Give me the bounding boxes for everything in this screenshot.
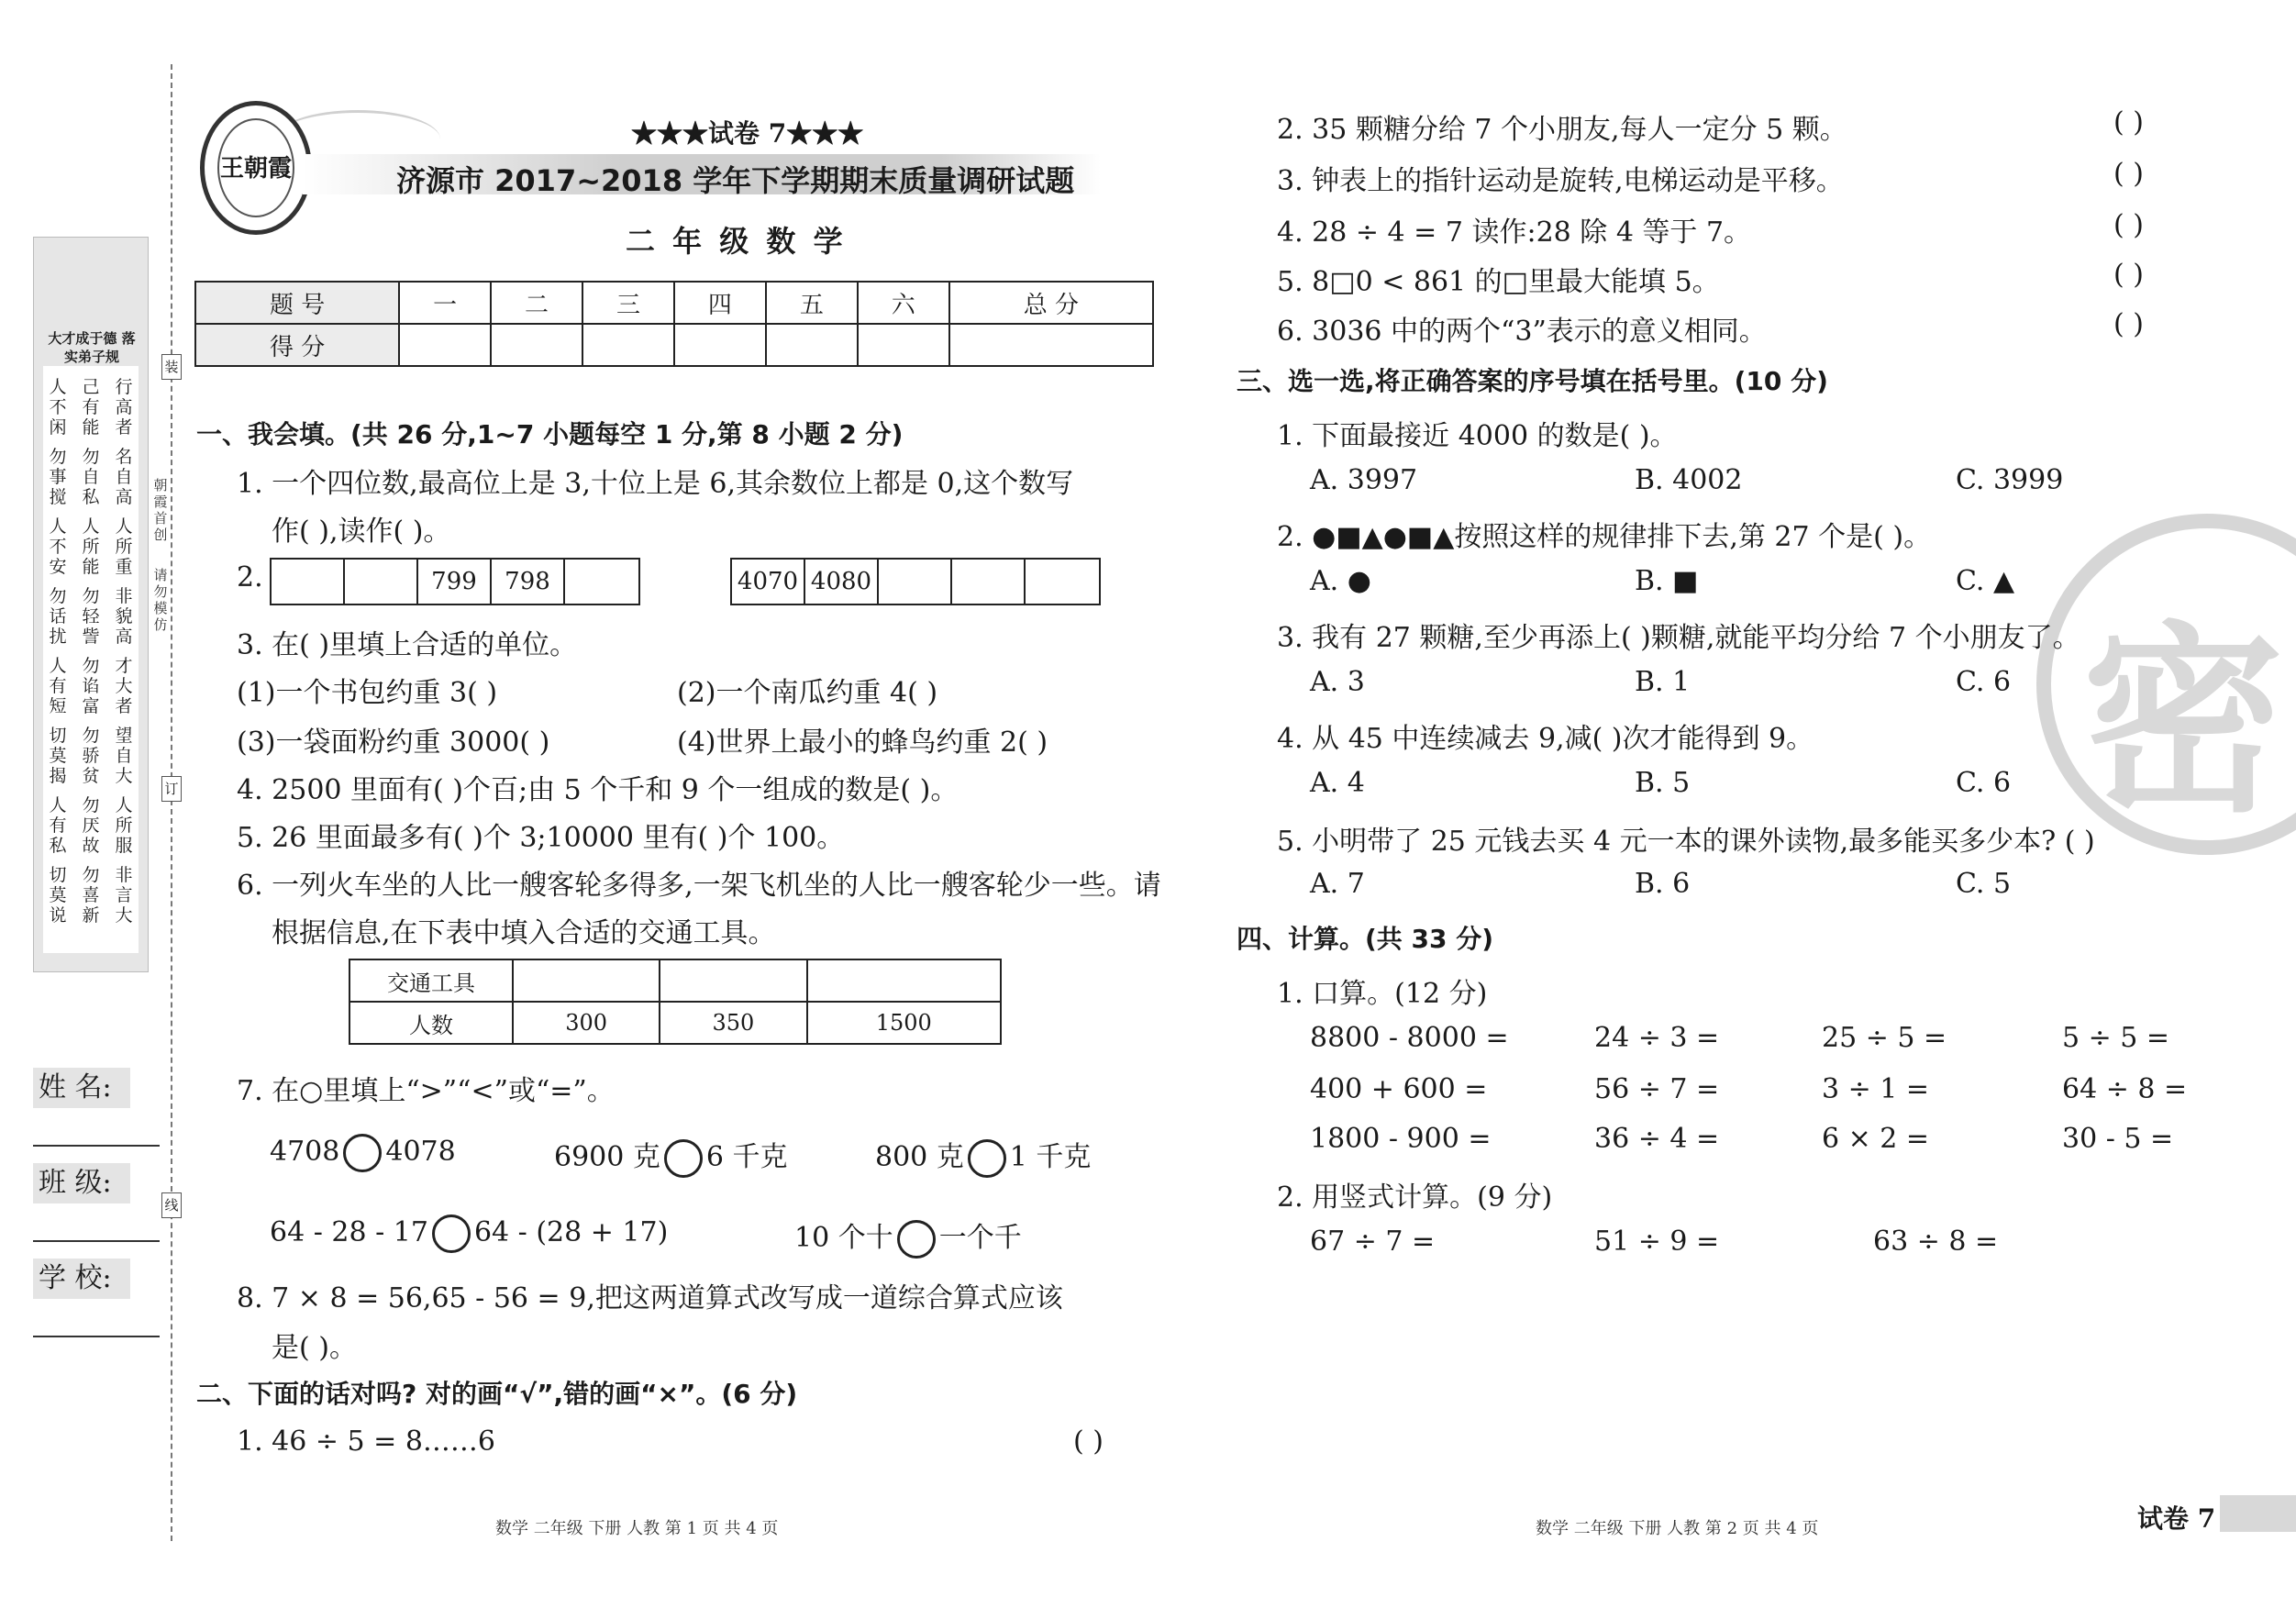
vertical-calc-item: 51 ÷ 9 = xyxy=(1594,1225,1720,1258)
q4-text: 4. 2500 里面有( )个百;由 5 个千和 9 个一组成的数是( )。 xyxy=(237,774,959,806)
q2-number-row-1 xyxy=(270,558,640,605)
binding-dash-line xyxy=(171,64,172,1541)
oral-item: 25 ÷ 5 = xyxy=(1822,1022,1947,1054)
mc-q5: 5. 小明带了 25 元钱去买 4 元一本的课外读物,最多能买多少本? ( ) xyxy=(1277,826,2095,858)
score-header-cell: 六 xyxy=(858,282,949,324)
mc-q2-option-b[interactable]: B. ■ xyxy=(1635,565,1699,597)
people-label: 人数 xyxy=(349,1002,513,1044)
people-value: 300 xyxy=(513,1002,660,1044)
oral-item: 36 ÷ 4 = xyxy=(1594,1123,1720,1155)
score-header-cell: 总 分 xyxy=(949,282,1153,324)
q3-item-1: (1)一个书包约重 3( ) xyxy=(237,677,498,709)
tf-answer-2[interactable]: ( ) xyxy=(2113,106,2144,139)
score-cell[interactable] xyxy=(582,324,674,366)
motto-column-1: 人不闲 勿事搅 人不安 勿话扰 人有短 切莫揭 人有私 切莫说 xyxy=(49,377,67,926)
q2-cell[interactable] xyxy=(952,560,1026,604)
q6-line-1: 6. 一列火车坐的人比一艘客轮多得多,一架飞机坐的人比一艘客轮少一些。请 xyxy=(237,870,1161,902)
footer-page-1: 数学 二年级 下册 人教 第 1 页 共 4 页 xyxy=(495,1519,779,1538)
oral-calc-title: 1. 口算。(12 分) xyxy=(1277,978,1488,1010)
vertical-calc-item: 67 ÷ 7 = xyxy=(1310,1225,1436,1258)
exam-title: 济源市 2017~2018 学年下学期期末质量调研试题 xyxy=(396,163,1075,198)
oral-item: 8800 - 8000 = xyxy=(1310,1022,1509,1054)
tf-answer-1[interactable]: ( ) xyxy=(1073,1425,1104,1458)
vertical-calc-title: 2. 用竖式计算。(9 分) xyxy=(1277,1181,1553,1214)
q2-cell: 4080 xyxy=(805,560,879,604)
score-header-cell: 五 xyxy=(766,282,858,324)
transport-label: 交通工具 xyxy=(349,959,513,1002)
vertical-calc-item: 63 ÷ 8 = xyxy=(1873,1225,1999,1258)
compare-circle[interactable] xyxy=(968,1139,1006,1178)
mc-q3-option-b[interactable]: B. 1 xyxy=(1635,666,1691,698)
mc-q5-option-c[interactable]: C. 5 xyxy=(1956,868,2012,900)
q2-cell[interactable] xyxy=(345,560,418,604)
q2-label: 2. xyxy=(237,561,263,593)
section-4-title: 四、计算。(共 33 分) xyxy=(1237,924,1494,954)
mc-q1-option-b[interactable]: B. 4002 xyxy=(1635,464,1743,496)
q3-item-2: (2)一个南瓜约重 4( ) xyxy=(677,677,938,709)
q3-item-4: (4)世界上最小的蜂鸟约重 2( ) xyxy=(677,726,1048,759)
q8-line-2: 是( )。 xyxy=(272,1332,357,1364)
score-cell[interactable] xyxy=(766,324,858,366)
q5-text: 5. 26 里面最多有( )个 3;10000 里有( )个 100。 xyxy=(237,822,845,854)
mc-q1-option-c[interactable]: C. 3999 xyxy=(1956,464,2064,496)
q2-cell[interactable] xyxy=(565,560,638,604)
school-label: 学 校: xyxy=(33,1259,130,1299)
name-label: 姓 名: xyxy=(33,1068,130,1108)
score-row-label: 得 分 xyxy=(195,324,399,366)
mc-q5-option-a[interactable]: A. 7 xyxy=(1310,868,1365,900)
vertical-note-1: 朝霞首创 xyxy=(153,477,168,543)
tf-item-2: 2. 35 颗糖分给 7 个小朋友,每人一定分 5 颗。 xyxy=(1277,114,1847,146)
mc-q2: 2. ●■▲●■▲按照这样的规律排下去,第 27 个是( )。 xyxy=(1277,521,1932,553)
seal-mark-xian: 线 xyxy=(161,1192,182,1218)
mc-q1-option-a[interactable]: A. 3997 xyxy=(1310,464,1418,496)
motto-columns xyxy=(43,366,139,953)
score-header-cell: 三 xyxy=(582,282,674,324)
mc-q4-option-b[interactable]: B. 5 xyxy=(1635,767,1691,799)
oral-item: 5 ÷ 5 = xyxy=(2062,1022,2170,1054)
tf-item-6: 6. 3036 中的两个“3”表示的意义相同。 xyxy=(1277,316,1767,348)
oral-item: 1800 - 900 = xyxy=(1310,1123,1492,1155)
oral-item: 24 ÷ 3 = xyxy=(1594,1022,1720,1054)
tf-item-1: 1. 46 ÷ 5 = 8……6 xyxy=(237,1425,496,1458)
mc-q1: 1. 下面最接近 4000 的数是( )。 xyxy=(1277,420,1678,452)
class-field[interactable] xyxy=(33,1240,160,1242)
section-1-title: 一、我会填。(共 26 分,1~7 小题每空 1 分,第 8 小题 2 分) xyxy=(196,419,904,449)
compare-circle[interactable] xyxy=(343,1134,382,1172)
score-cell[interactable] xyxy=(674,324,766,366)
section-3-title: 三、选一选,将正确答案的序号填在括号里。(10 分) xyxy=(1237,366,1828,396)
people-value: 350 xyxy=(660,1002,806,1044)
oral-item: 6 × 2 = xyxy=(1822,1123,1930,1155)
q7-text: 7. 在○里填上“>”“<”或“=”。 xyxy=(237,1075,615,1107)
corner-paper-tag: 试卷 7 xyxy=(2137,1503,2216,1534)
q2-cell[interactable] xyxy=(1026,560,1099,604)
mc-q3-option-c[interactable]: C. 6 xyxy=(1956,666,2012,698)
score-header-cell: 二 xyxy=(491,282,582,324)
transport-answer-cell[interactable] xyxy=(660,959,806,1002)
mc-q3-option-a[interactable]: A. 3 xyxy=(1310,666,1365,698)
q2-number-row-2 xyxy=(730,558,1101,605)
q3-item-3: (3)一袋面粉约重 3000( ) xyxy=(237,726,550,759)
tf-answer-5[interactable]: ( ) xyxy=(2113,259,2144,291)
mc-q3: 3. 我有 27 颗糖,至少再添上( )颗糖,就能平均分给 7 个小朋友了。 xyxy=(1277,622,2080,654)
transport-table xyxy=(349,959,1002,1045)
mc-q4-option-c[interactable]: C. 6 xyxy=(1956,767,2012,799)
compare-circle[interactable] xyxy=(897,1220,936,1259)
vertical-note-2: 请勿模仿 xyxy=(153,567,168,633)
score-header-cell: 四 xyxy=(674,282,766,324)
oral-item: 400 + 600 = xyxy=(1310,1073,1488,1105)
tf-item-3: 3. 钟表上的指针运动是旋转,电梯运动是平移。 xyxy=(1277,165,1844,197)
tf-answer-3[interactable]: ( ) xyxy=(2113,158,2144,190)
q2-cell[interactable] xyxy=(272,560,345,604)
logo-text: 王朝霞 xyxy=(219,155,292,183)
mc-q2-option-a[interactable]: A. ● xyxy=(1310,565,1371,597)
footer-page-2: 数学 二年级 下册 人教 第 2 页 共 4 页 xyxy=(1536,1519,1819,1538)
section-2-title: 二、下面的话对吗? 对的画“√”,错的画“×”。(6 分) xyxy=(196,1379,798,1409)
transport-answer-cell[interactable] xyxy=(513,959,660,1002)
q8-line-1: 8. 7 × 8 = 56,65 - 56 = 9,把这两道算式改写成一道综合算式应该 xyxy=(237,1282,1063,1314)
secret-seal-character: 密 xyxy=(2082,602,2285,839)
motto-panel xyxy=(33,237,149,972)
compare-circle[interactable] xyxy=(432,1214,471,1253)
score-header-cell: 一 xyxy=(399,282,491,324)
score-cell[interactable] xyxy=(399,324,491,366)
tf-answer-6[interactable]: ( ) xyxy=(2113,308,2144,340)
people-value: 1500 xyxy=(807,1002,1001,1044)
motto-column-2: 己有能 勿自私 人所能 勿轻訾 勿谄富 勿骄贫 勿厌故 勿喜新 xyxy=(82,377,100,926)
mc-q5-option-b[interactable]: B. 6 xyxy=(1635,868,1691,900)
oral-item: 64 ÷ 8 = xyxy=(2062,1073,2188,1105)
seal-mark-ding: 订 xyxy=(161,776,182,802)
oral-item: 56 ÷ 7 = xyxy=(1594,1073,1720,1105)
q1-line-2: 作( ),读作( )。 xyxy=(272,516,451,548)
compare-5: 10 个十 一个千 xyxy=(794,1214,1022,1259)
oral-item: 30 - 5 = xyxy=(2062,1123,2174,1155)
q6-line-2: 根据信息,在下表中填入合适的交通工具。 xyxy=(272,917,776,949)
publisher-logo xyxy=(200,101,312,235)
score-cell[interactable] xyxy=(491,324,582,366)
q2-cell: 4070 xyxy=(732,560,805,604)
compare-1: 4708 4078 xyxy=(270,1134,456,1172)
compare-3: 800 克 1 千克 xyxy=(875,1134,1091,1178)
q1-line-1: 1. 一个四位数,最高位上是 3,十位上是 6,其余数位上都是 0,这个数写 xyxy=(237,468,1074,500)
school-field[interactable] xyxy=(33,1336,160,1337)
exam-subtitle: 二 年 级 数 学 xyxy=(626,224,847,259)
tf-item-5: 5. 8□0 < 861 的□里最大能填 5。 xyxy=(1277,266,1720,298)
paper-tag: ★★★试卷 7★★★ xyxy=(631,118,864,149)
q2-cell: 798 xyxy=(492,560,565,604)
compare-4: 64 - 28 - 17 64 - (28 + 17) xyxy=(270,1214,668,1253)
score-table xyxy=(194,281,1154,367)
name-field[interactable] xyxy=(33,1145,160,1147)
score-header-cell: 题 号 xyxy=(195,282,399,324)
q3-text: 3. 在( )里填上合适的单位。 xyxy=(237,629,578,661)
q2-cell: 799 xyxy=(418,560,492,604)
motto-head: 大才成于德 落实弟子规 xyxy=(48,330,136,365)
score-cell[interactable] xyxy=(858,324,949,366)
tf-item-4: 4. 28 ÷ 4 = 7 读作:28 除 4 等于 7。 xyxy=(1277,216,1752,249)
tf-answer-4[interactable]: ( ) xyxy=(2113,209,2144,241)
motto-column-3: 行高者 名自高 人所重 非貌高 才大者 望自大 人所服 非言大 xyxy=(115,377,133,926)
mc-q2-option-c[interactable]: C. ▲ xyxy=(1956,565,2015,597)
seal-mark-zhuang: 装 xyxy=(161,354,182,380)
mc-q4-option-a[interactable]: A. 4 xyxy=(1310,767,1365,799)
compare-2: 6900 克 6 千克 xyxy=(554,1134,788,1178)
score-cell[interactable] xyxy=(949,324,1153,366)
transport-answer-cell[interactable] xyxy=(807,959,1001,1002)
compare-circle[interactable] xyxy=(664,1139,703,1178)
class-label: 班 级: xyxy=(33,1163,130,1203)
q2-cell[interactable] xyxy=(879,560,952,604)
corner-band xyxy=(2220,1495,2296,1532)
mc-q4: 4. 从 45 中连续减去 9,减( )次才能得到 9。 xyxy=(1277,723,1814,755)
oral-item: 3 ÷ 1 = xyxy=(1822,1073,1930,1105)
